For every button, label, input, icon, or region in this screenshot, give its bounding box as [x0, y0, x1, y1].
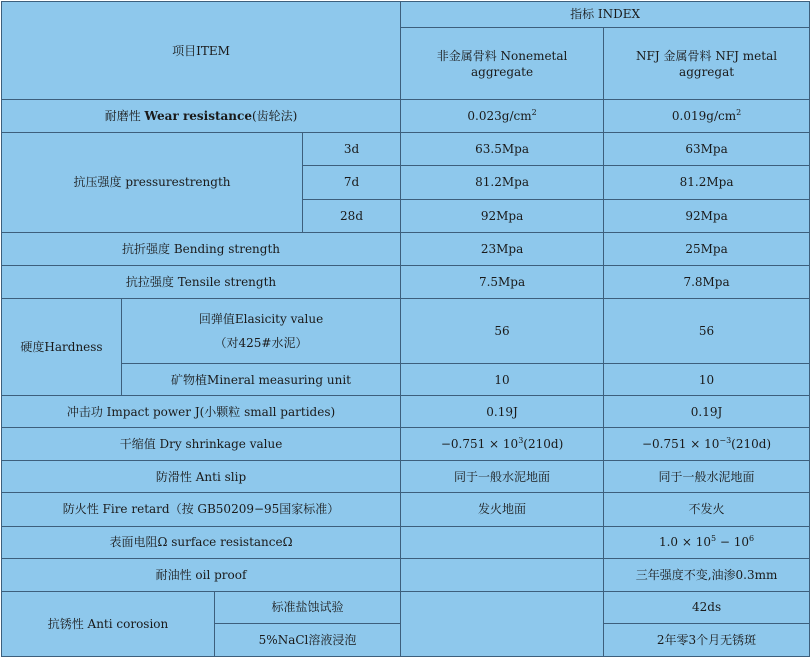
elasticity-label — [122, 298, 401, 363]
shrinkage-nonmetal — [401, 428, 604, 461]
fire-nonmetal: 发火地面 — [401, 493, 604, 526]
compressive-metal: 63Mpa — [604, 133, 810, 166]
mineral-nonmetal: 10 — [401, 364, 604, 396]
shrinkage-label: 干缩值 Dry shrinkage value — [2, 428, 401, 461]
surface-metal-mid: − 10 — [716, 534, 750, 549]
impact-metal: 0.19J — [604, 396, 810, 428]
oil-nonmetal — [401, 558, 604, 591]
shrinkage-nonmetal-age: (210d) — [523, 437, 564, 452]
corrosion-test-nacl: 5%NaCl溶液浸泡 — [215, 623, 401, 656]
header-nonmetal-line2: aggregate — [470, 64, 534, 79]
mineral-label: 矿物植Mineral measuring unit — [122, 364, 401, 396]
corrosion-nonmetal — [401, 591, 604, 656]
wear-label — [2, 100, 401, 133]
compressive-nonmetal: 63.5Mpa — [401, 133, 604, 166]
shrinkage-metal-age: (210d) — [731, 437, 772, 452]
surface-metal-exp1: 5 — [711, 533, 717, 543]
elasticity-nonmetal: 56 — [401, 298, 604, 363]
header-nonmetal-line1: 非金属骨料 Nonemetal — [436, 48, 568, 63]
oil-metal: 三年强度不变,油渗0.3mm — [604, 558, 810, 591]
corrosion-test-standard: 标准盐蚀试验 — [215, 591, 401, 623]
hardness-label: 硬度Hardness — [2, 298, 122, 395]
corrosion-metal-days: 42ds — [604, 591, 810, 623]
surface-metal-base: 1.0 × 10 — [658, 534, 711, 549]
elasticity-line2: （对425#水泥） — [214, 335, 308, 350]
header-metal-line1: NFJ 金属骨料 NFJ metal — [636, 48, 778, 63]
tensile-metal: 7.8Mpa — [604, 265, 810, 298]
antislip-nonmetal: 同于一般水泥地面 — [401, 461, 604, 493]
spec-table — [1, 1, 810, 657]
antislip-metal: 同于一般水泥地面 — [604, 461, 810, 493]
bending-metal: 25Mpa — [604, 232, 810, 265]
compressive-nonmetal: 81.2Mpa — [401, 166, 604, 199]
elasticity-line1: 回弹值Elasicity value — [198, 311, 324, 326]
surface-label: 表面电阻Ω surface resistanceΩ — [2, 526, 401, 558]
header-item: 项目ITEM — [2, 2, 401, 100]
header-index: 指标 INDEX — [401, 2, 810, 28]
shrinkage-metal-exp: −3 — [719, 436, 732, 446]
surface-nonmetal — [401, 526, 604, 558]
wear-nonmetal-sup: 2 — [531, 108, 537, 118]
elasticity-metal: 56 — [604, 298, 810, 363]
shrinkage-metal-base: −0.751 × 10 — [641, 437, 720, 452]
impact-label: 冲击功 Impact power J(小颗粒 small partides) — [2, 396, 401, 428]
compressive-nonmetal: 92Mpa — [401, 199, 604, 232]
compressive-metal: 81.2Mpa — [604, 166, 810, 199]
fire-label: 防火性 Fire retard（按 GB50209−95国家标准） — [2, 493, 401, 526]
antislip-label: 防滑性 Anti slip — [2, 461, 401, 493]
corrosion-metal-result: 2年零3个月无锈斑 — [604, 623, 810, 656]
compressive-age: 3d — [303, 133, 401, 166]
wear-nonmetal-value: 0.023g/cm — [467, 109, 532, 124]
compressive-label: 抗压强度 pressurestrength — [2, 133, 303, 232]
wear-nonmetal — [401, 100, 604, 133]
shrinkage-metal — [604, 428, 810, 461]
wear-metal — [604, 100, 810, 133]
wear-label-tail: (齿轮法) — [251, 109, 298, 124]
compressive-age: 28d — [303, 199, 401, 232]
shrinkage-nonmetal-exp: 3 — [518, 436, 524, 446]
impact-nonmetal: 0.19J — [401, 396, 604, 428]
bending-nonmetal: 23Mpa — [401, 232, 604, 265]
surface-metal — [604, 526, 810, 558]
header-metal — [604, 28, 810, 100]
wear-metal-value: 0.019g/cm — [671, 109, 737, 124]
header-metal-line2: aggregat — [679, 64, 735, 79]
mineral-metal: 10 — [604, 364, 810, 396]
tensile-nonmetal: 7.5Mpa — [401, 265, 604, 298]
header-nonmetal — [401, 28, 604, 100]
fire-metal: 不发火 — [604, 493, 810, 526]
bending-label: 抗折强度 Bending strength — [2, 232, 401, 265]
oil-label: 耐油性 oil proof — [2, 558, 401, 591]
tensile-label: 抗拉强度 Tensile strength — [2, 265, 401, 298]
wear-label-cn: 耐磨性 — [104, 109, 145, 124]
wear-metal-sup: 2 — [736, 108, 742, 118]
corrosion-label: 抗锈性 Anti corosion — [2, 591, 215, 656]
wear-label-en: Wear resistance — [144, 109, 252, 124]
surface-metal-exp2: 6 — [749, 533, 755, 543]
compressive-metal: 92Mpa — [604, 199, 810, 232]
shrinkage-nonmetal-base: −0.751 × 10 — [440, 437, 519, 452]
compressive-age: 7d — [303, 166, 401, 199]
